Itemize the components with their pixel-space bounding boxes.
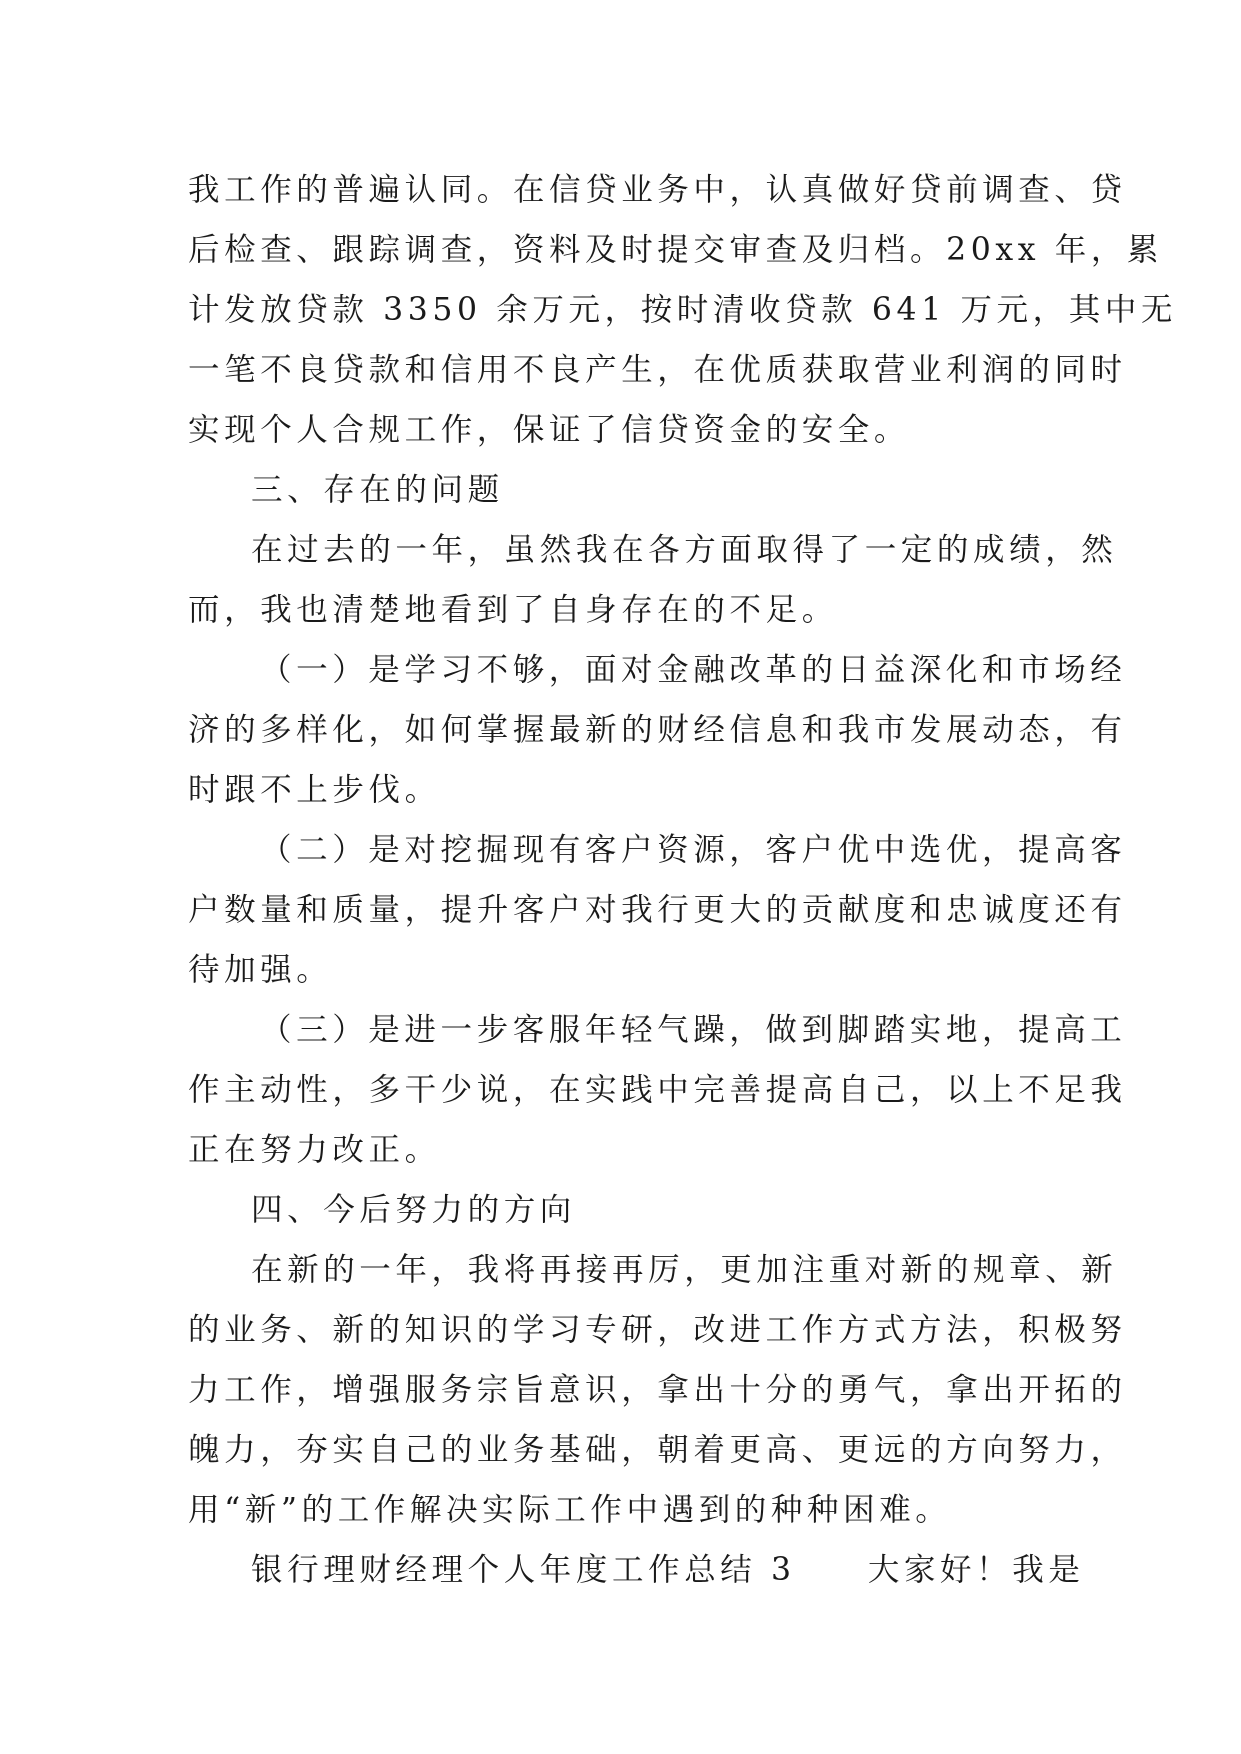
text-line: 我工作的普遍认同。在信贷业务中，认真做好贷前调查、贷 [188, 172, 1127, 208]
section-heading: 四、今后努力的方向 [251, 1192, 576, 1228]
list-item-first-line: （一）是学习不够，面对金融改革的日益深化和市场经 [260, 652, 1127, 688]
document-body [188, 160, 1178, 1600]
text-line: 作主动性，多干少说，在实践中完善提高自己，以上不足我 [188, 1072, 1127, 1108]
paragraph-first-line: 在新的一年，我将再接再厉，更加注重对新的规章、新 [251, 1252, 1118, 1288]
text-line: 济的多样化，如何掌握最新的财经信息和我市发展动态，有 [188, 712, 1127, 748]
text-line: 计发放贷款 3350 余万元，按时清收贷款 641 万元，其中无 [188, 292, 1178, 328]
list-item-first-line: （二）是对挖掘现有客户资源，客户优中选优，提高客 [260, 832, 1127, 868]
text-line: 时跟不上步伐。 [188, 772, 441, 808]
text-line: 待加强。 [188, 952, 333, 988]
text-line: 正在努力改正。 [188, 1132, 441, 1168]
list-item-first-line: （三）是进一步客服年轻气躁，做到脚踏实地，提高工 [260, 1012, 1127, 1048]
document-title-line: 银行理财经理个人年度工作总结 3 大家好！我是 [251, 1552, 1085, 1588]
text-line: 户数量和质量，提升客户对我行更大的贡献度和忠诚度还有 [188, 892, 1127, 928]
text-line: 魄力，夯实自己的业务基础，朝着更高、更远的方向努力， [188, 1432, 1127, 1468]
text-line: 后检查、跟踪调查，资料及时提交审查及归档。20xx 年，累 [188, 232, 1164, 268]
text-line: 而，我也清楚地看到了自身存在的不足。 [188, 592, 838, 628]
text-line: 一笔不良贷款和信用不良产生，在优质获取营业利润的同时 [188, 352, 1127, 388]
section-heading: 三、存在的问题 [251, 472, 504, 508]
text-line: 力工作，增强服务宗旨意识，拿出十分的勇气，拿出开拓的 [188, 1372, 1127, 1408]
text-line: 的业务、新的知识的学习专研，改进工作方式方法，积极努 [188, 1312, 1127, 1348]
text-line: 实现个人合规工作，保证了信贷资金的安全。 [188, 412, 911, 448]
text-line: 用“新”的工作解决实际工作中遇到的种种困难。 [188, 1492, 952, 1528]
paragraph-first-line: 在过去的一年，虽然我在各方面取得了一定的成绩，然 [251, 532, 1118, 568]
